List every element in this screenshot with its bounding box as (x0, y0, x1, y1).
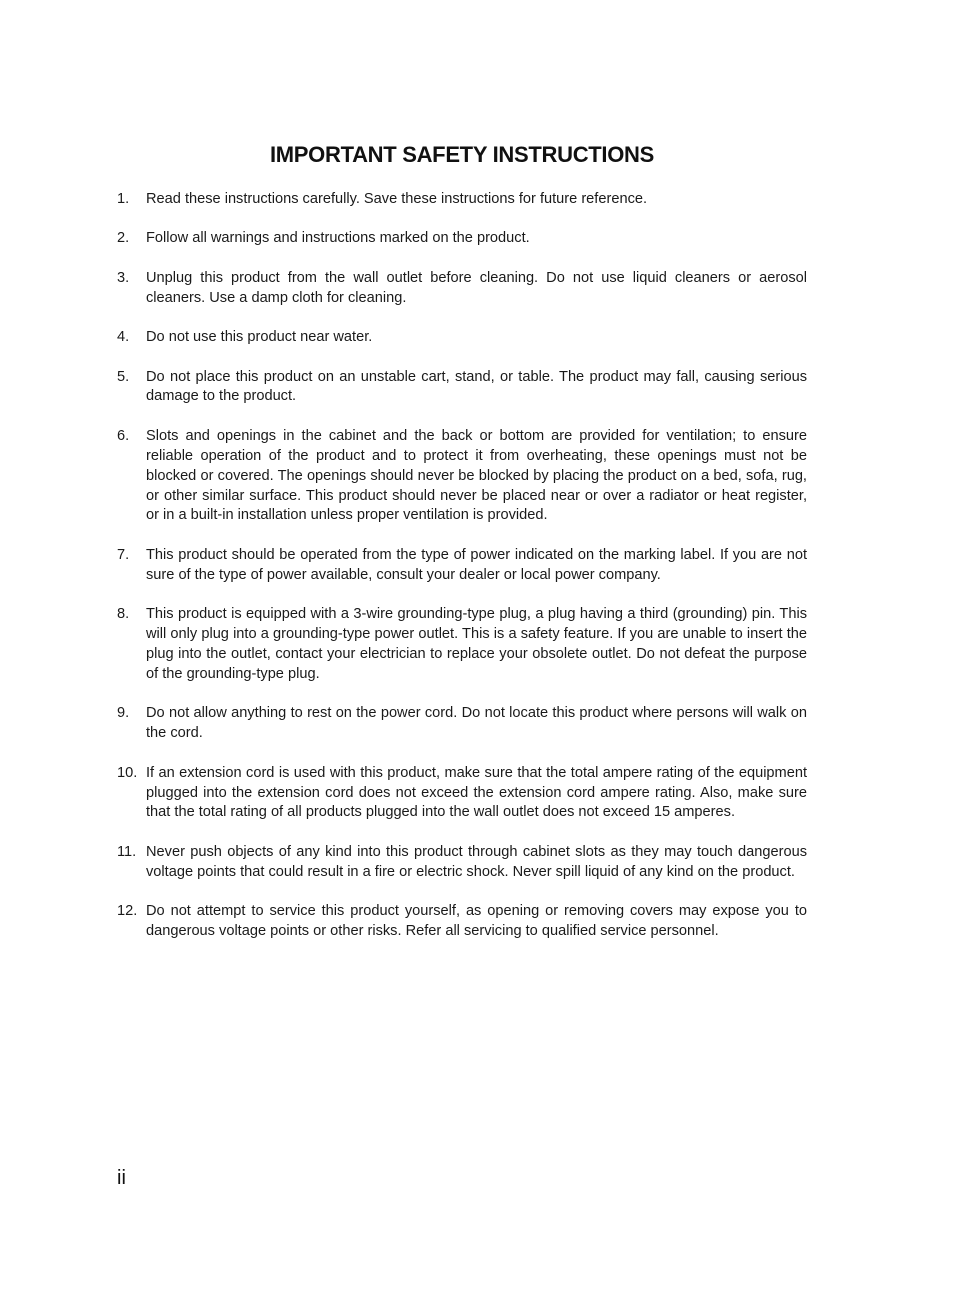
item-number: 2. (117, 230, 130, 247)
item-text: Unplug this product from the wall outlet before cleaning. Do not use liquid cleaners or aerosol cleaners. Use a damp cloth for cleaning. (146, 269, 807, 306)
list-item (117, 427, 807, 527)
item-number: 11. (117, 843, 137, 860)
item-number: 8. (117, 606, 130, 623)
item-text: Do not place this product on an unstable cart, stand, or table. The product may fall, causing serious damage to the product. (146, 368, 807, 405)
item-text: Follow all warnings and instructions marked on the product. (146, 230, 530, 247)
item-number: 9. (117, 705, 130, 722)
list-item (117, 190, 807, 210)
list-item (117, 764, 807, 824)
list-item (117, 843, 807, 883)
item-text: Do not use this product near water. (146, 329, 373, 346)
item-number: 12. (117, 903, 138, 920)
item-text: If an extension cord is used with this product, make sure that the total ampere rating of the equipment plugged into the extension cord does not exceed the extension cord ampere rating. Also, make sure that the total rating of all products plugged into the wall outlet does not exceed 15 amperes. (146, 764, 807, 821)
list-item (117, 605, 807, 685)
item-number: 7. (117, 546, 130, 563)
list-item (117, 704, 807, 744)
list-item (117, 229, 807, 249)
item-number: 4. (117, 329, 130, 346)
list-item (117, 368, 807, 408)
item-text: Never push objects of any kind into this product through cabinet slots as they may touch dangerous voltage points that could result in a fire or electric shock. Never spill liquid of any kind on the product. (146, 843, 807, 880)
item-number: 3. (117, 269, 130, 286)
item-number: 5. (117, 368, 130, 385)
page-title: IMPORTANT SAFETY INSTRUCTIONS (269, 142, 655, 167)
list-item (117, 902, 807, 942)
item-text: Do not attempt to service this product yourself, as opening or removing covers may expose you to dangerous voltage points or other risks. Refer all servicing to qualified service personnel. (146, 903, 807, 940)
page-number: ii (117, 1167, 126, 1189)
item-number: 10. (117, 764, 138, 781)
instruction-list (117, 190, 807, 961)
item-number: 1. (117, 191, 130, 207)
item-text: Do not allow anything to rest on the power cord. Do not locate this product where persons will walk on the cord. (146, 705, 807, 742)
item-text: This product should be operated from the type of power indicated on the marking label. If you are not sure of the type of power available, consult your dealer or local power company. (146, 546, 807, 583)
item-number: 6. (117, 427, 130, 444)
list-item (117, 328, 807, 348)
item-text: Read these instructions carefully. Save these instructions for future reference. (146, 191, 648, 207)
item-text: This product is equipped with a 3-wire grounding-type plug, a plug having a third (grounding) pin. This will only plug into a grounding-type power outlet. This is a safety feature. If you are unable to insert the plug into the outlet, contact your electrician to replace your obsolete outlet. Do not defeat the purpose of the grounding-type plug. (146, 606, 807, 682)
item-text: Slots and openings in the cabinet and the back or bottom are provided for ventilation; to ensure reliable operation of the product and to protect it from overheating, these openings must not be blocked or covered. The openings should never be blocked by placing the product on a bed, sofa, rug, or other similar surface. This product should never be placed near or over a radiator or heat register, or in a built-in installation unless proper ventilation is provided. (146, 427, 807, 524)
list-item (117, 546, 807, 586)
list-item (117, 269, 807, 309)
